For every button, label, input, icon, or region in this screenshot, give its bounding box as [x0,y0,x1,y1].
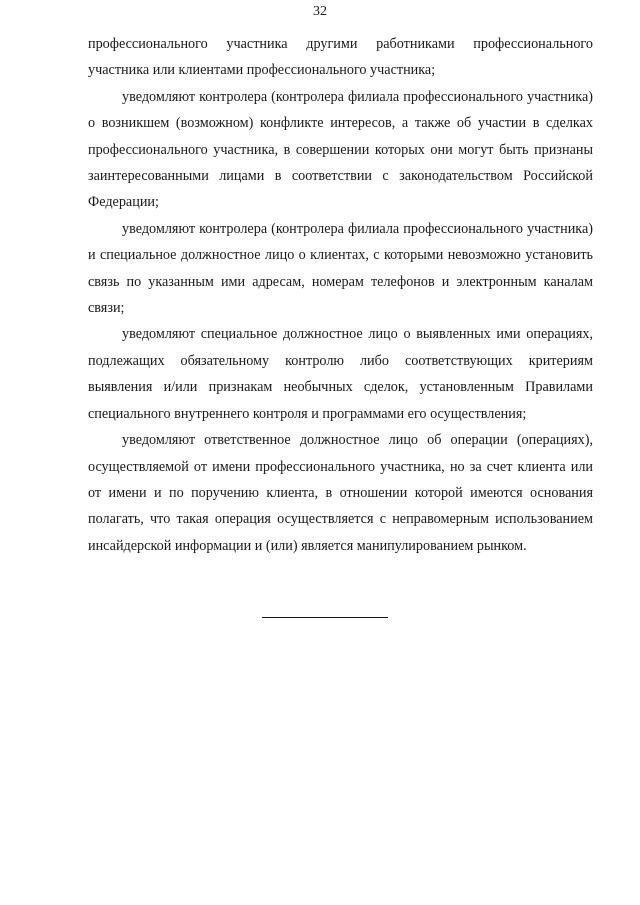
body-text [88,31,593,559]
end-separator-line [262,617,388,618]
paragraph-notify-unreachable-clients: уведомляют контролера (контролера филиала профессионального участника) и специальное должностное лицо о клиентах, с которыми невозможно установить связь по указанным ими адресам, номерам телефонов и электронным каналам связи; [88,220,593,317]
paragraph-notify-insider-operations: уведомляют ответственное должностное лицо об операции (операциях), осуществляемой от имени профессионального участника, но за счет клиента или от имени и по поручению клиента, в отношении которой имеются основания полагать, что такая операция осуществляется с неправомерным использованием инсайдерской информации и (или) является манипулированием рынком. [88,432,593,554]
paragraph-continuation: профессионального участника другими работниками профессионального участника или клиентами профессионального участника; [88,36,593,79]
paragraph-notify-controller-conflict: уведомляют контролера (контролера филиала профессионального участника) о возникшем (возможном) конфликте интересов, а также об участии в сделках профессионального участника, в совершении которых они могут быть признаны заинтересованными лицами в соответствии с законодательством Российской Федерации; [88,88,593,211]
paragraph-notify-control-operations: уведомляют специальное должностное лицо о выявленных ими операциях, подлежащих обязательному контролю либо соответствующих критериям выявления и/или признакам необычных сделок, установленным Правилами специального внутреннего контроля и программами его осуществления; [88,326,593,422]
page-number: 32 [313,4,327,19]
